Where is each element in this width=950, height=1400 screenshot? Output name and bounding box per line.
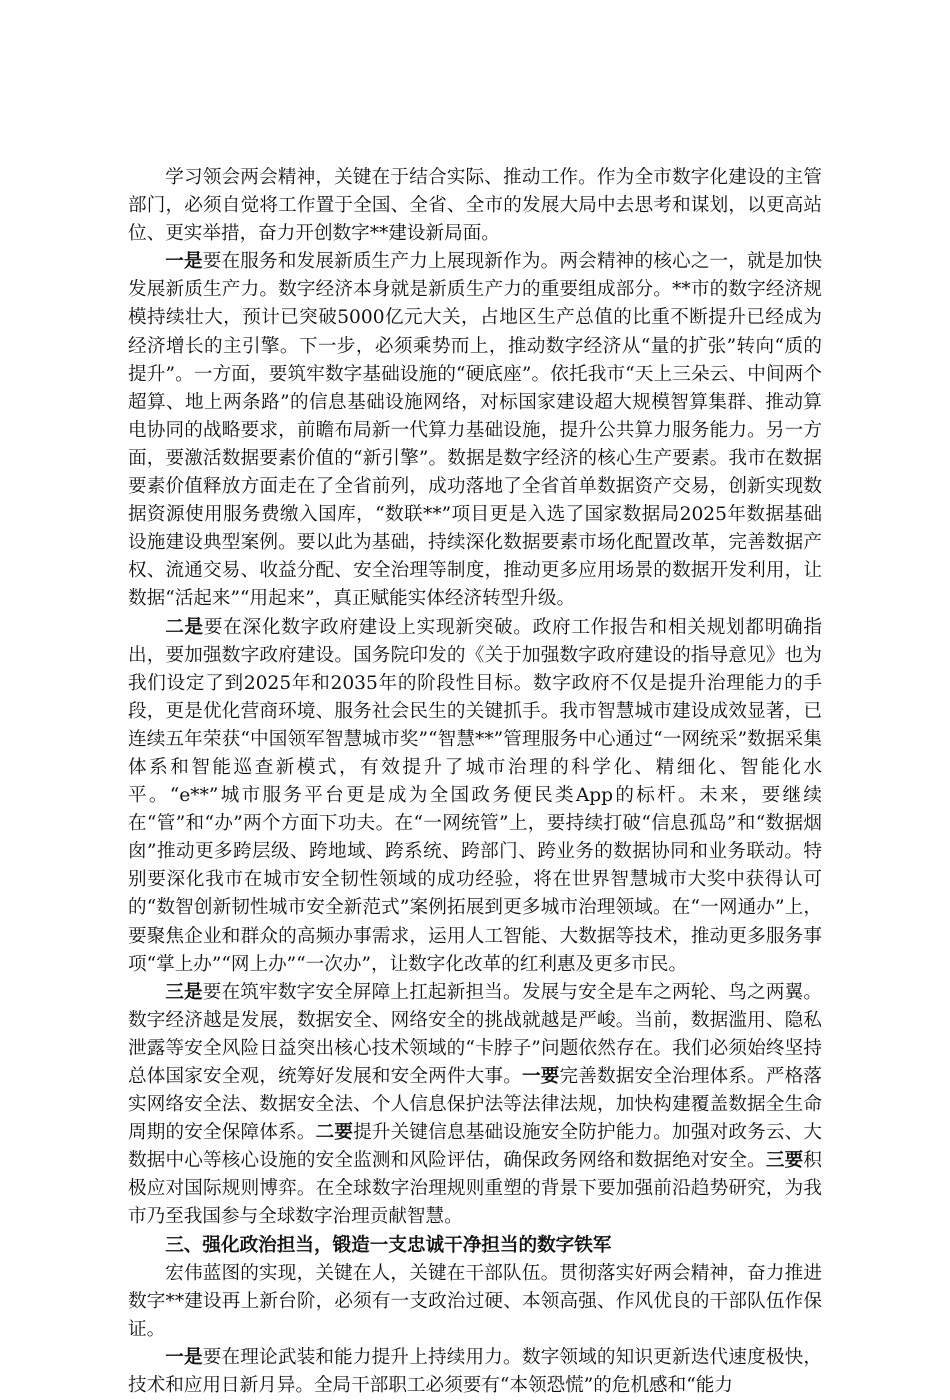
paragraph-section-intro: [128, 1260, 822, 1344]
paragraph-lead: 一是: [165, 251, 203, 273]
paragraph-text: 提升关键信息基础设施安全防护能力。加强对政务云、大数据中心等核心设施的安全监测和风险评估，确保政务网络和数据绝对安全。: [128, 1122, 822, 1172]
paragraph-text: 要在理论武装和能力提升上持续用力。数字领域的知识更新迭代速度极快，技术和应用日新月异。全局干部职工必须要有“本领恐慌”的危机感和“能力: [128, 1346, 822, 1397]
paragraph-text: 要在服务和发展新质生产力上展现新作为。两会精神的核心之一，就是加快发展新质生产力。数字经济本身就是新质生产力的重要组成部分。**市的数字经济规模持续壮大，预计已突破5000亿元大关，占地区生产总值的比重不断提升已经成为经济增长的主引擎。下一步，必须乘势而上，推动数字经济从“量的扩张”转向“质的提升”。一方面，要筑牢数字基础设施的“硬底座”。依托我市“天上三朵云、中间两个超算、地上两条路”的信息基础设施网络，对标国家建设超大规模智算集群、推动算电协同的战略要求，前瞻布局新一代算力基础设施，提升公共算力服务能力。另一方面，要激活数据要素价值的“新引擎”。数据是数字经济的核心生产要素。我市在数据要素价值释放方面走在了全省前列，成功落地了全省首单数据资产交易，创新实现数据资源使用服务费缴入国库，“数联**”项目更是入选了国家数据局2025年数据基础设施建设典型案例。要以此为基础，持续深化数据要素市场化配置改革，完善数据产权、流通交易、收益分配、安全治理等制度，推动更多应用场景的数据开发利用，让数据“活起来”“用起来”，真正赋能实体经济转型升级。: [128, 251, 822, 610]
sub-point-lead: 二要: [315, 1122, 354, 1144]
paragraph-point-two: [128, 614, 822, 979]
paragraph-point-one: [128, 248, 822, 613]
paragraph-intro: [128, 164, 822, 248]
sub-point-lead: 三要: [765, 1150, 804, 1172]
document-body: [128, 164, 822, 1400]
paragraph-text: 积极应对国际规则博弈。在全球数字治理规则重塑的背景下要加强前沿趋势研究，为我市乃至我国参与全球数字治理贡献智慧。: [128, 1150, 822, 1228]
paragraph-lead: 一是: [165, 1346, 203, 1368]
paragraph-section-point-one: [128, 1344, 822, 1400]
paragraph-text: 要在深化数字政府建设上实现新突破。政府工作报告和相关规划都明确指出，要加强数字政府建设。国务院印发的《关于加强数字政府建设的指导意见》也为我们设定了到2025年和2035年的阶段性目标。数字政府不仅是提升治理能力的手段，更是优化营商环境、服务社会民生的关键抓手。我市智慧城市建设成效显著，已连续五年荣获“中国领军智慧城市奖”“智慧**”管理服务中心通过“一网统采”数据采集体系和智能巡查新模式，有效提升了城市治理的科学化、精细化、智能化水平。“e**”城市服务平台更是成为全国政务便民类App的标杆。未来，要继续在“管”和“办”两个方面下功夫。在“一网统管”上，要持续打破“信息孤岛”和“数据烟囱”推动更多跨层级、跨地域、跨系统、跨部门、跨业务的数据协同和业务联动。特别要深化我市在城市安全韧性领域的成功经验，将在世界智慧城市大奖中获得认可的“数智创新韧性城市安全新范式”案例拓展到更多城市治理领域。在“一网通办”上，要聚焦企业和群众的高频办事需求，运用人工智能、大数据等技术，推动更多服务事项“掌上办”“网上办”“一次办”，让数字化改革的红利惠及更多市民。: [128, 616, 822, 975]
sub-point-lead: 一要: [521, 1066, 560, 1087]
paragraph-point-three: [128, 979, 822, 1232]
paragraph-text: 要在筑牢数字安全屏障上扛起新担当。发展与安全是车之两轮、鸟之两翼。数字经济越是发展，数据安全、网络安全的挑战就越是严峻。当前，数据滥用、隐私泄露等安全风险日益突出核心技术领域的“卡脖子”问题依然存在。我们必须始终坚持总体国家安全观，统筹好发展和安全两件大事。: [128, 981, 822, 1087]
paragraph-text: 宏伟蓝图的实现，关键在人，关键在干部队伍。贯彻落实好两会精神，奋力推进数字**建设再上新台阶，必须有一支政治过硬、本领高强、作风优良的干部队伍作保证。: [128, 1262, 822, 1340]
paragraph-text: 完善数据安全治理体系。严格落实网络安全法、数据安全法、个人信息保护法等法律法规，加快构建覆盖数据全生命周期的安全保障体系。: [128, 1066, 822, 1144]
section-heading: 三、强化政治担当，锻造一支忠诚干净担当的数字铁军: [165, 1234, 612, 1256]
paragraph-lead: 二是: [165, 616, 204, 638]
paragraph-lead: 三是: [165, 981, 203, 1003]
paragraph-text: 学习领会两会精神，关键在于结合实际、推动工作。作为全市数字化建设的主管部门，必须自觉将工作置于全国、全省、全市的发展大局中去思考和谋划，以更高站位、更实举措，奋力开创数字**建设新局面。: [128, 167, 822, 245]
